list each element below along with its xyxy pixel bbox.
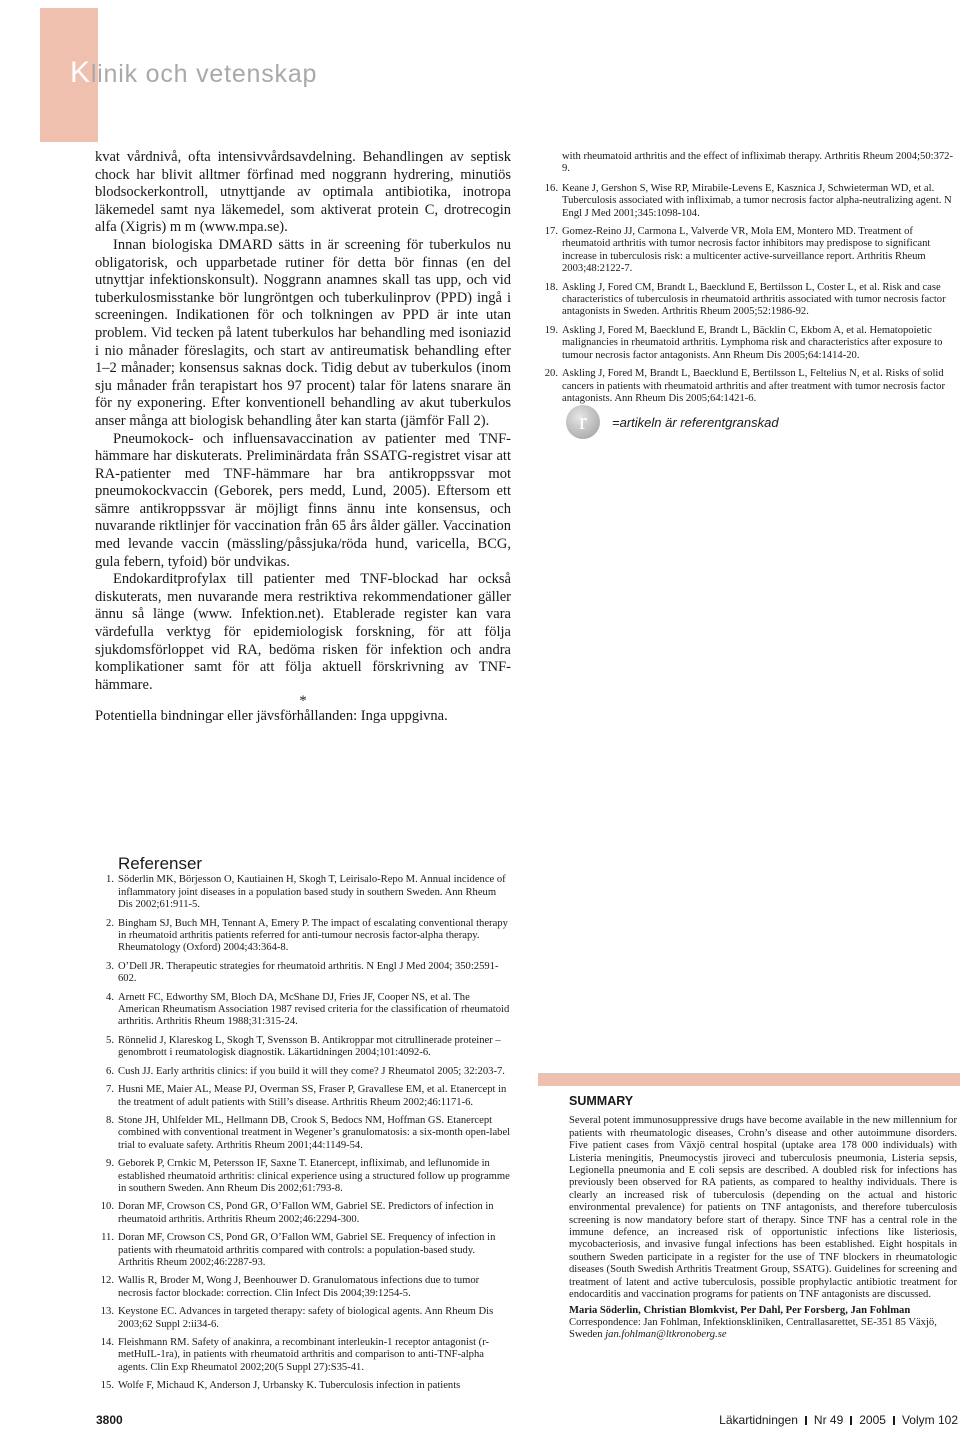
reference-item (540, 183, 957, 220)
journal-volume: Volym 102 (901, 1413, 958, 1427)
journal-name: Läkartidningen (719, 1413, 798, 1427)
reference-item (96, 992, 512, 1029)
reference-text: Geborek P, Crnkic M, Petersson IF, Saxne T. Etanercept, infliximab, and leflunomide in established rheumatoid arthritis: clinical experience using a structured follow up programme in southern Sweden. Ann Rheum Dis 2002;61:793-8. (118, 1158, 510, 1194)
peer-review-badge-icon: r (566, 405, 600, 439)
reference-text: Rönnelid J, Klareskog L, Skogh T, Svensson B. Antikroppar mot citrullinerade proteiner – genombrott i reumatologisk diagnostik. Läkartidningen 2004;101:4092-6. (118, 1034, 501, 1059)
reference-number: 11. (101, 1232, 114, 1244)
reference-text: Bingham SJ, Buch MH, Tennant A, Emery P. The impact of escalating conventional therapy in rheumatoid arthritis patients referred for anti-tumour necrosis factor-alpha therapy. Rheumatology (Oxford) 2004;43:364-8. (118, 917, 508, 954)
correspondence-address: Correspondence: Jan Fohlman, Infektionskliniken, Centrallasarettet, SE-351 85 Växjö, Sweden (569, 1316, 937, 1341)
reference-item (96, 1380, 512, 1392)
summary-heading: SUMMARY (569, 1094, 634, 1108)
reference-number: 16. (544, 182, 558, 194)
summary-authors: Maria Söderlin, Christian Blomkvist, Per Dahl, Per Forsberg, Jan Fohlman (569, 1304, 911, 1316)
reference-item (96, 918, 512, 955)
reference-item (540, 368, 957, 405)
reference-number: 15. (100, 1380, 114, 1392)
reference-number: 13. (100, 1306, 114, 1318)
body-paragraph: Innan biologiska DMARD sätts in är screening för tuberkulos nu obligatorisk, och upparbetade rutiner för detta bör finnas (en del utnyttjar infektionskonsult). Noggrann anamnes skall tas upp, och vid tuberkulosmisstanke bör lungröntgen och tuberkulinprov (PPD) ingå i screeningen. Indikationen för och tolkningen av PPD är inte utan problem. Vid tecken på latent tuberkulos har behandling med isoniazid i nio månader föreslagits, och start av antireumatisk behandling efter 1–2 månader; konsensus saknas dock. Tidig debut av tuberkulos (inom sju månader från terapistart hos 97 procent) talar för latens snarare än för ny exponering. Efter konventionell behandling av akut tuberkulos anser många att biologisk behandling åter kan starta (jämför Fall 2). (95, 236, 511, 429)
reference-number: 6. (106, 1065, 114, 1077)
section-title-initial: K (70, 56, 91, 89)
references-continued (540, 151, 957, 411)
reference-number: 17. (544, 226, 558, 238)
footer-separator (805, 1416, 807, 1425)
reference-text: Doran MF, Crowson CS, Pond GR, O’Fallon WM, Gabriel SE. Frequency of infection in patients with rheumatoid arthritis compared with controls: a population-based study. Arthritis Rheum 2002;46:2287-93. (118, 1232, 496, 1268)
reference-number: 10. (100, 1201, 114, 1213)
correspondence-email: jan.fohlman@ltkronoberg.se (605, 1329, 727, 1341)
reference-item (96, 1084, 512, 1109)
reference-text: Wolfe F, Michaud K, Anderson J, Urbansky K. Tuberculosis infection in patients (118, 1380, 461, 1392)
body-paragraph: Pneumokock- och influensavaccination av patienter med TNF-hämmare har diskuterats. Preliminärdata från SSATG-registret visar att RA-patienter med TNF-hämmare har bra antikroppssvar mot pneumokockvaccin (Geborek, pers medd, Lund, 2005). Eftersom ett sämre antikroppssvar är möjligt finns ännu inte konsensus, och nuvarande riktlinjer för vaccination från 65 års ålder gäller. Vaccination med levande vaccin (mässling/påssjuka/röda hund, varicella, BCG, gula febern, tyfoid) bör undvikas. (95, 430, 511, 570)
reference-number: 1. (106, 874, 114, 886)
reference-text: Wallis R, Broder M, Wong J, Beenhouwer D. Granulomatous infections due to tumor necrosis factor blockade: correction. Clin Infect Dis 2004;39:1254-5. (118, 1275, 480, 1299)
reference-text: Askling J, Fored M, Baecklund E, Brandt L, Bäcklin C, Ekbom A, et al. Hematopoietic malignancies in rheumatoid arthritis. Lymphoma risk and characteristics after exposure to tumour necrosis factor antagonists. Ann Rheum Dis 2005;64:1414-20. (562, 324, 943, 361)
journal-year: 2005 (859, 1413, 886, 1427)
reference-number: 2. (106, 917, 114, 929)
article-body (95, 149, 511, 726)
journal-footer (719, 1413, 958, 1427)
disclosure-statement: Potentiella bindningar eller jävsförhållanden: Inga uppgivna. (95, 708, 448, 725)
summary-correspondence (569, 1317, 957, 1342)
reference-item (96, 961, 512, 986)
reference-number: 9. (106, 1158, 114, 1170)
reference-text: Söderlin MK, Börjesson O, Kautiainen H, Skogh T, Leirisalo-Repo M. Annual incidence of inflammatory joint diseases in a population based study in southern Sweden. Ann Rheum Dis 2002;61:911-5. (118, 874, 506, 911)
reference-item (96, 1158, 512, 1195)
reference-number: 5. (106, 1034, 114, 1046)
reference-text: Husni ME, Maier AL, Mease PJ, Overman SS, Fraser P, Gravallese EM, et al. Etanercept in the treatment of adult patients with Still’s disease. Arthritis Rheum 2002;46:1171-6. (118, 1084, 507, 1108)
reference-item (540, 226, 957, 276)
reference-item (96, 1066, 512, 1078)
reference-number: 18. (544, 281, 558, 293)
summary-box (569, 1095, 957, 1342)
reference-text: Arnett FC, Edworthy SM, Bloch DA, McShane DJ, Fries JF, Cooper NS, et al. The American Rheumatism Association 1987 revised criteria for the classification of rheumatoid arthritis. Arthritis Rheum 1988;31:315-24. (118, 991, 510, 1028)
reference-item (96, 874, 512, 911)
footer-separator (850, 1416, 852, 1425)
reference-text: Askling J, Fored CM, Brandt L, Baecklund E, Bertilsson L, Coster L, et al. Risk and case characteristics of tuberculosis in rheumatoid arthritis associated with tumor necrosis factor antagonists in Sweden. Arthritis Rheum 2005;52:1986-92. (562, 281, 946, 318)
section-separator: * (299, 693, 307, 710)
summary-color-bar (538, 1073, 960, 1086)
reference-item (96, 1115, 512, 1152)
reference-number: 12. (100, 1275, 114, 1287)
journal-issue: Nr 49 (813, 1413, 844, 1427)
reference-number: 19. (544, 324, 558, 336)
reference-number: 8. (106, 1114, 114, 1126)
page-number: 3800 (96, 1413, 123, 1427)
body-paragraph: Endokarditprofylax till patienter med TNF-blockad har också diskuterats, men nuvarande mera restriktiva rekommendationer gäller ännu så länge (www. Infektion.net). Etablerade register kan vara värdefulla verktyg för epidemiologisk forskning, för att följa sjukdomsförloppet vid RA, bedöma risken för infektion och andra komplikationer samt för att följa aktuell förskrivning av TNF-hämmare. (95, 571, 511, 693)
reference-item (96, 1306, 512, 1331)
reference-continuation: with rheumatoid arthritis and the effect of infliximab therapy. Arthritis Rheum 2004;50:372-9. (562, 151, 954, 175)
reference-number: 20. (544, 368, 558, 380)
reference-text: O’Dell JR. Therapeutic strategies for rheumatoid arthritis. N Engl J Med 2004; 350:2591-602. (118, 960, 499, 985)
reference-item (96, 1035, 512, 1060)
reference-number: 4. (106, 991, 114, 1003)
reference-text: Cush JJ. Early arthritis clinics: if you build it will they come? J Rheumatol 2005; 32:203-7. (118, 1065, 505, 1077)
references-heading: Referenser (118, 854, 203, 873)
body-paragraph: kvat vårdnivå, ofta intensivvårdsavdelning. Behandlingen av septisk chock har blivit alltmer förfinad med noggrann hydrering, minutiös blodsockerkontroll, utnyttjande av optimala antibiotika, inotropa läkemedel samt nya läkemedel, som aktiverat protein C, drotrecogin alfa (Xigris) m m (www.mpa.se). (95, 149, 511, 236)
footer-separator (893, 1416, 895, 1425)
reference-number: 14. (100, 1337, 114, 1348)
reference-item (96, 1275, 512, 1300)
reference-text: Doran MF, Crowson CS, Pond GR, O’Fallon WM, Gabriel SE. Predictors of infection in rheumatoid arthritis. Arthritis Rheum 2002;46:2294-300. (118, 1201, 494, 1225)
reference-item (540, 325, 957, 362)
reference-item (96, 1337, 512, 1374)
reference-text: Fleishmann RM. Safety of anakinra, a recombinant interleukin-1 receptor antagonist (r-metHuIL-1ra), in patients with rheumatoid arthritis and comparison to anti-TNF-alpha agents. Clin Exp Rheumatol 2002;20(5 Suppl 27):S35-41. (118, 1337, 490, 1373)
peer-review-label: =artikeln är referentgranskad (612, 414, 779, 430)
reference-number: 7. (106, 1084, 114, 1096)
summary-text: Several potent immunosuppressive drugs have become available in the new millennium for patients with rheumatologic diseases, Crohn’s disease and other autoimmune disorders. Five patient cases from Växjö central hospital (uptake area 178 000 individuals) with Listeria meningitis, Pneumocystis jiroveci and tuberculosis pneumonia, Listeria sepsis, Legionella pneumonia and E coli sepsis are described. A doubled risk for infections has previously been observed for RA patients, as compared to healthy individuals. There is clearly an increased risk of tuberculosis (depending on the actual and historic environmental prevalence) for patients on TNF antagonists, and therefore tuberculosis screening is now mandatory before start of therapy. Since TNF has a central role in the immune defence, an increased risk of opportunistic infections like listeriosis, mycobacteriosis, and invasive fungal infections has been established. Eight hospitals in southern Sweden participate in a register for the use of TNF blockers in rheumatologic diseases (South Swedish Arthritis Treatment Group, SSATG). Guidelines for screening and treatment of latent and active tuberculosis, possible prophylactic antibiotic treatment for endocarditis and vaccination programs for patients on TNF antagonists are discussed. (569, 1115, 957, 1301)
reference-number: 3. (106, 960, 114, 972)
reference-text: Gomez-Reino JJ, Carmona L, Valverde VR, Mola EM, Montero MD. Treatment of rheumatoid arthritis with tumor necrosis factor inhibitors may predispose to significant increase in tuberculosis risk: a multicenter active-surveillance report. Arthritis Rheum 2003;48:2122-7. (562, 226, 931, 275)
section-title-rest: linik och vetenskap (90, 60, 318, 88)
references (96, 854, 512, 1399)
reference-item (96, 1232, 512, 1269)
peer-review-note (566, 405, 779, 439)
section-title (70, 56, 317, 90)
reference-item (540, 282, 957, 319)
reference-text: Askling J, Fored M, Brandt L, Baecklund E, Bertilsson L, Feltelius N, et al. Risks of solid cancers in patients with rheumatoid arthritis and after treatment with tumor necrosis factor antagonists. Ann Rheum Dis 2005;64:1421-6. (562, 368, 946, 404)
reference-text: Keane J, Gershon S, Wise RP, Mirabile-Levens E, Kasznica J, Schwieterman WD, et al. Tuberculosis associated with infliximab, a tumor necrosis factor alpha-neutralizing agent. N Engl J Med 2001;345:1098-104. (562, 182, 952, 219)
reference-text: Keystone EC. Advances in targeted therapy: safety of biological agents. Ann Rheum Dis 2003;62 Suppl 2:ii34-6. (118, 1306, 494, 1330)
reference-item (96, 1201, 512, 1226)
reference-text: Stone JH, Uhlfelder ML, Hellmann DB, Crook S, Bedocs NM, Hoffman GS. Etanercept combined with conventional treatment in Wegener’s granulomatosis: a six-month open-label trial to evaluate safety. Arthritis Rheum 2001;44:1149-54. (118, 1114, 511, 1151)
